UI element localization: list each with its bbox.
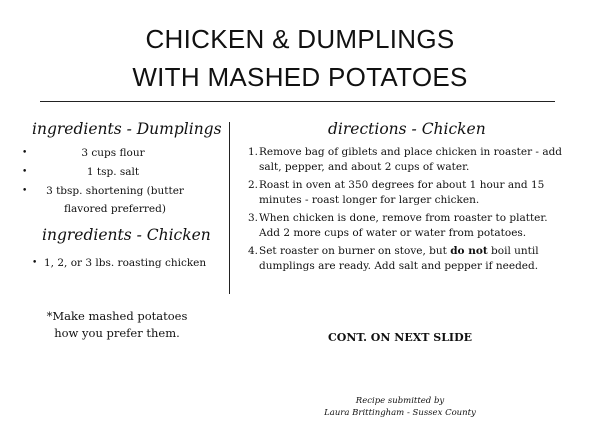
credit-line-2: Laura Brittingham - Sussex County — [324, 408, 476, 418]
direction-step — [248, 244, 568, 274]
step-number: 2. — [248, 179, 259, 191]
ingredient-chicken: 1, 2, or 3 lbs. roasting chicken — [44, 257, 207, 269]
ingredient-shortening-cont: flavored preferred) — [64, 203, 166, 215]
directions-list — [248, 145, 568, 277]
mashed-potatoes-note — [28, 308, 206, 342]
direction-step — [248, 178, 568, 208]
ingredient-salt: 1 tsp. salt — [86, 166, 140, 178]
bullet-icon: • — [22, 167, 28, 177]
ingredient-shortening: 3 tbsp. shortening (butter — [46, 185, 184, 197]
step-number: 1. — [248, 146, 259, 158]
step-text — [259, 244, 568, 274]
recipe-title-line-1: CHICKEN & DUMPLINGS — [145, 24, 455, 54]
title-divider — [40, 101, 555, 102]
step-text-after: boil until dumplings are ready. Add salt and pepper if needed. — [259, 245, 539, 272]
column-divider — [229, 122, 230, 294]
step-number: 3. — [248, 212, 259, 224]
bullet-icon: • — [32, 258, 38, 268]
step-text-before: Set roaster on burner on stove, but — [259, 245, 451, 257]
ingredients-chicken-heading: ingredients - Chicken — [42, 226, 211, 244]
direction-step — [248, 211, 568, 241]
directions-heading: directions - Chicken — [328, 120, 486, 138]
direction-step — [248, 145, 568, 175]
bullet-icon: • — [22, 148, 28, 158]
bullet-icon: • — [22, 186, 28, 196]
recipe-credit — [290, 395, 510, 419]
step-text: Roast in oven at 350 degrees for about 1 hour and 15 minutes - roast longer for larger chicken. — [259, 179, 545, 206]
ingredient-flour: 3 cups flour — [81, 147, 145, 159]
step-text: When chicken is done, remove from roaster to platter. Add 2 more cups of water or water from potatoes. — [259, 212, 548, 239]
step-number: 4. — [248, 245, 259, 257]
recipe-title-line-2: WITH MASHED POTATOES — [132, 62, 468, 92]
credit-line-1: Recipe submitted by — [355, 396, 445, 406]
continued-notice: CONT. ON NEXT SLIDE — [327, 331, 473, 344]
step-text-emphasis: do not — [450, 245, 488, 257]
ingredients-dumplings-heading: ingredients - Dumplings — [32, 120, 222, 138]
note-line-2: how you prefer them. — [54, 326, 180, 340]
step-text: Remove bag of giblets and place chicken in roaster - add salt, pepper, and about 2 cups of water. — [259, 146, 563, 173]
note-line-1: *Make mashed potatoes — [46, 309, 188, 323]
